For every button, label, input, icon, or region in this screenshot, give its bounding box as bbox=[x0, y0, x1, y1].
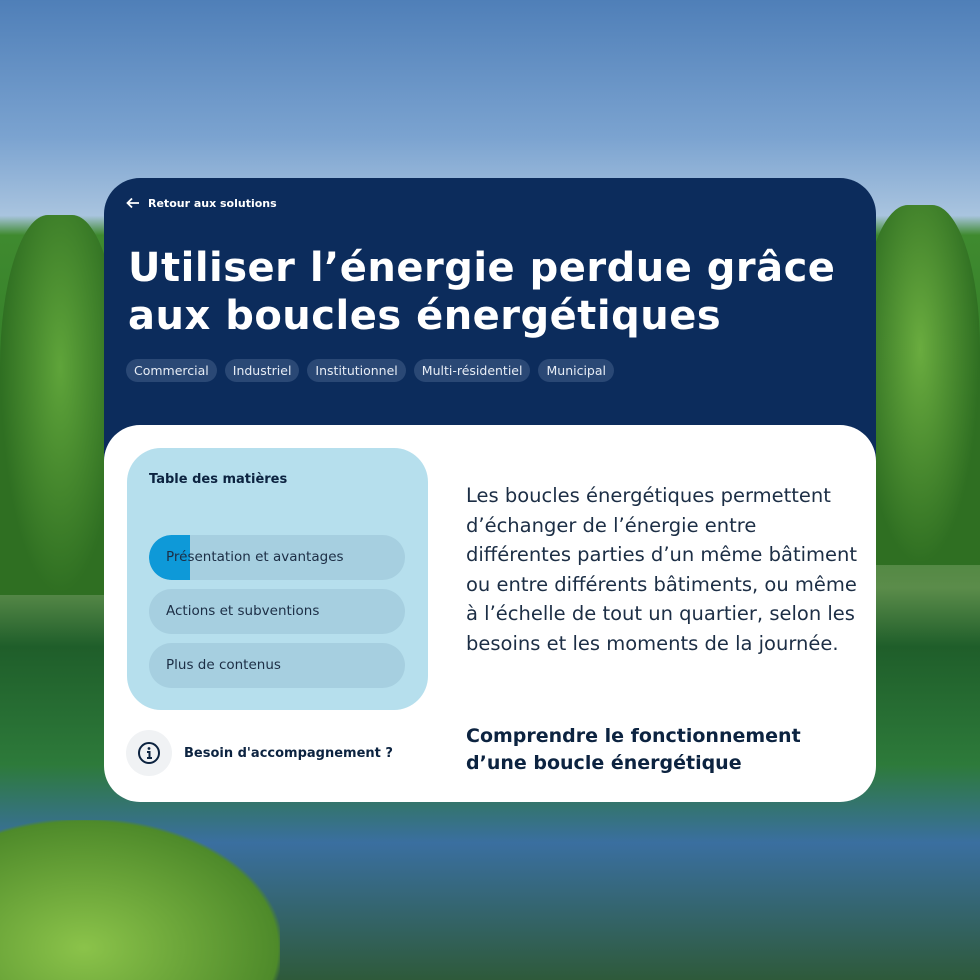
info-icon bbox=[126, 730, 172, 776]
toc-item-label: Actions et subventions bbox=[166, 603, 320, 619]
background-trees-left bbox=[0, 215, 120, 595]
toc-item-presentation[interactable] bbox=[149, 535, 405, 580]
tag: Municipal bbox=[538, 359, 614, 382]
toc-title: Table des matières bbox=[149, 472, 288, 487]
table-of-contents bbox=[127, 448, 428, 710]
arrow-left-icon bbox=[126, 196, 140, 210]
toc-item-label: Plus de contenus bbox=[166, 657, 281, 673]
tag: Institutionnel bbox=[307, 359, 405, 382]
tag: Multi-résidentiel bbox=[414, 359, 531, 382]
tag: Industriel bbox=[225, 359, 300, 382]
section-title: Comprendre le fonctionnement d’une boucle énergétique bbox=[466, 725, 801, 774]
tag: Commercial bbox=[126, 359, 217, 382]
tag-list bbox=[126, 359, 614, 382]
back-link-label: Retour aux solutions bbox=[148, 196, 277, 210]
toc-item-actions[interactable] bbox=[149, 589, 405, 634]
background-trees-right bbox=[860, 205, 980, 565]
toc-item-more[interactable] bbox=[149, 643, 405, 688]
background-grass bbox=[0, 820, 280, 980]
content-panel bbox=[104, 425, 876, 802]
help-label: Besoin d'accompagnement ? bbox=[184, 745, 393, 761]
help-link[interactable] bbox=[126, 730, 393, 776]
toc-item-label: Présentation et avantages bbox=[166, 549, 344, 565]
back-link[interactable] bbox=[126, 196, 277, 210]
page-title: Utiliser l’énergie perdue grâce aux boucles énergétiques bbox=[128, 245, 836, 339]
intro-paragraph: Les boucles énergétiques permettent d’échanger de l’énergie entre différentes parties d’un même bâtiment ou entre différents bâtiments, ou même à l’échelle de tout un quartier, selon les besoins et les moments de la journée. bbox=[466, 484, 857, 655]
